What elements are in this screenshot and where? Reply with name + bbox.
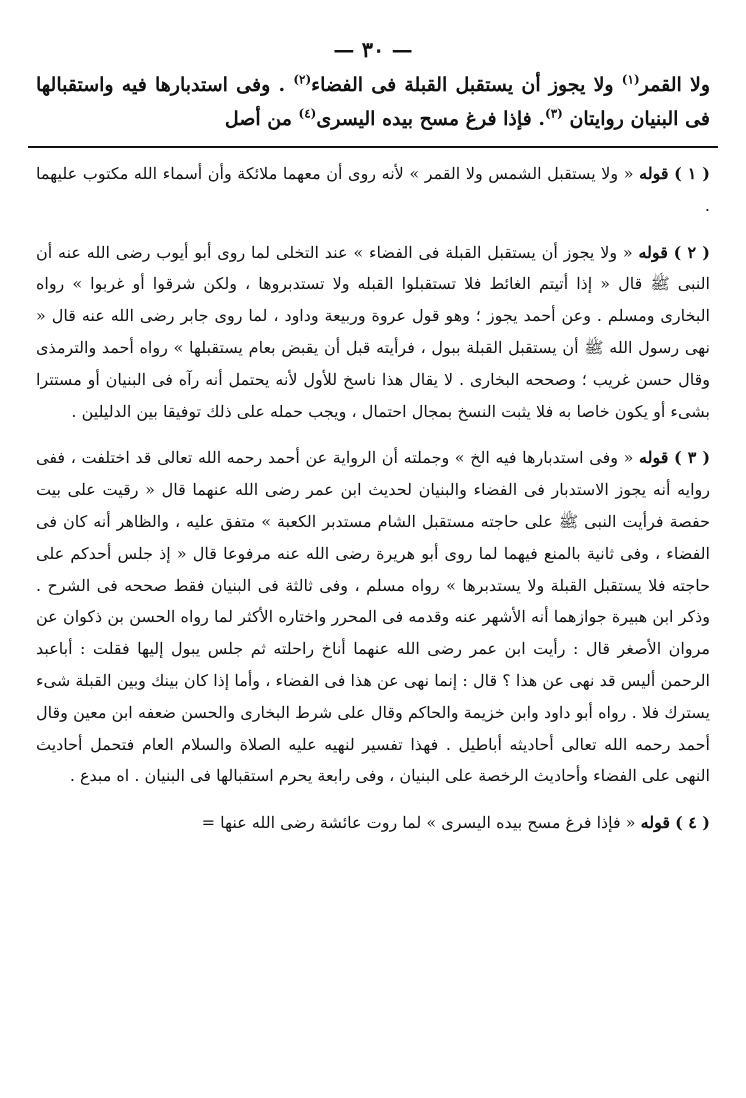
footnote-paragraph	[36, 237, 710, 428]
footnote-heading: قوله	[638, 242, 668, 262]
main-text-segment: . وفى استدبارها فيه واستقبالها فى البنيان روايتان	[36, 74, 710, 130]
footnote-marker: (١)	[621, 72, 640, 87]
footnote-number: ( ٣ )	[674, 448, 711, 468]
footnote-heading: قوله	[639, 164, 669, 183]
footnote-3	[36, 442, 710, 792]
main-text	[36, 68, 710, 136]
main-text-segment: من أصل	[224, 108, 299, 130]
footnote-number: ( ٢ )	[673, 242, 710, 262]
main-text-segment: ولا القمر	[639, 74, 710, 96]
footnote-paragraph	[36, 158, 710, 222]
footnote-text: « وفى استدبارها فيه الخ » وجملته أن الرواية عن أحمد رحمه الله تعالى قد اختلفت ، ففى روايه أنه يجوز الاستدبار فى الفضاء والبنيان لحديث ابن عمر رضى الله عنهما قال « رقيت على بيت حفصة فرأيت النبى ﷺ على حاجته مستقبل الشام مستدبر الكعبة » متفق عليه ، والظاهر أنه كان فى الفضاء ، وفى ثانية بالمنع فيهما لما روى أبو هريرة رضى الله عنه مرفوعا قال « إذ جلس أحدكم على حاجته فلا يستقبل القبلة ولا يستدبرها » رواه مسلم ، وفى ثالثة فى البنيان فقط صححه فى الشرح . وذكر ابن هبيرة جوازهما أنه الأشهر عنه وقدمه فى المحرر واختاره الأكثر لما رواه الحسن بن ذكوان عن مروان الأصغر قال : رأيت ابن عمر رضى الله عنهما أناخ راحلته ثم جلس يبول إليها فقلت : أباعبد الرحمن أليس قد نهى عن هذا ؟ قال : إنما نهى عن هذا فى الفضاء ، وأما إذا كان بينك وبين القبلة شىء يسترك فلا . رواه أبو داود وابن خزيمة والحاكم وقال على شرط البخارى والحسن ضعفه ابن معين وقال أحمد رحمه الله تعالى أحاديثه أباطيل . فهذا تفسير لنهيه عليه الصلاة والسلام العام فتحمل أحاديث النهى على الفضاء وأحاديث الرخصة على البنيان ، وفى رابعة يحرم استقبالها فى البنيان . اه مبدع .	[36, 448, 711, 786]
footnote-number: ( ١ )	[674, 164, 711, 183]
footnote-text: « ولا يجوز أن يستقبل القبلة فى الفضاء » عند التخلى لما روى أبو أيوب رضى الله عنه أن النبى ﷺ قال « إذا أتيتم الغائط فلا تستقبلوا القبله ولا تستدبروها ، ولكن شرقوا أو غربوا » رواه البخارى ومسلم . وعن أحمد يجوز ؛ وهو قول عروة وربيعة وداود ، لما روى جابر رضى الله عنه قال « نهى رسول الله ﷺ أن يستقبل القبلة ببول ، فرأيته قبل أن يقبض بعام يستقبلها » رواه أحمد والترمذى وقال حسن غريب ؛ وصححه البخارى . لا يقال هذا ناسخ للأول لأنه يحتمل أنه رآه فى البنيان أو مستترا بشىء أو يكون خاصا به فلا يثبت النسخ بمجال احتمال ، ويجب حمله على ذلك توفيقا بين الدليلين .	[36, 242, 710, 421]
footnote-1	[36, 158, 710, 222]
footnote-heading: قوله	[639, 448, 669, 468]
footnote-separator	[28, 146, 718, 148]
footnote-marker: (٢)	[293, 72, 312, 87]
footnote-text: « ولا يستقبل الشمس ولا القمر » لأنه روى أن معهما ملائكة وأن أسماء الله مكتوب عليهما .	[36, 164, 710, 215]
footnote-number: ( ٤ )	[675, 813, 710, 833]
footnote-paragraph	[36, 807, 710, 839]
footnote-heading: قوله	[640, 813, 671, 833]
footnote-4	[36, 807, 710, 839]
main-text-segment: . فإذا فرغ مسح بيده اليسرى	[316, 108, 545, 130]
footnotes	[36, 158, 710, 839]
footnote-2	[36, 237, 710, 428]
footnote-paragraph	[36, 442, 710, 792]
footnote-text: « فإذا فرغ مسح بيده اليسرى » لما روت عائشة رضى الله عنها =	[201, 813, 636, 833]
footnote-marker: (٤)	[298, 106, 317, 121]
page-number: — ٣٠ —	[333, 37, 413, 62]
main-text-segment: ولا يجوز أن يستقبل القبلة فى الفضاء	[311, 74, 622, 96]
footnote-marker: (٣)	[545, 106, 563, 121]
